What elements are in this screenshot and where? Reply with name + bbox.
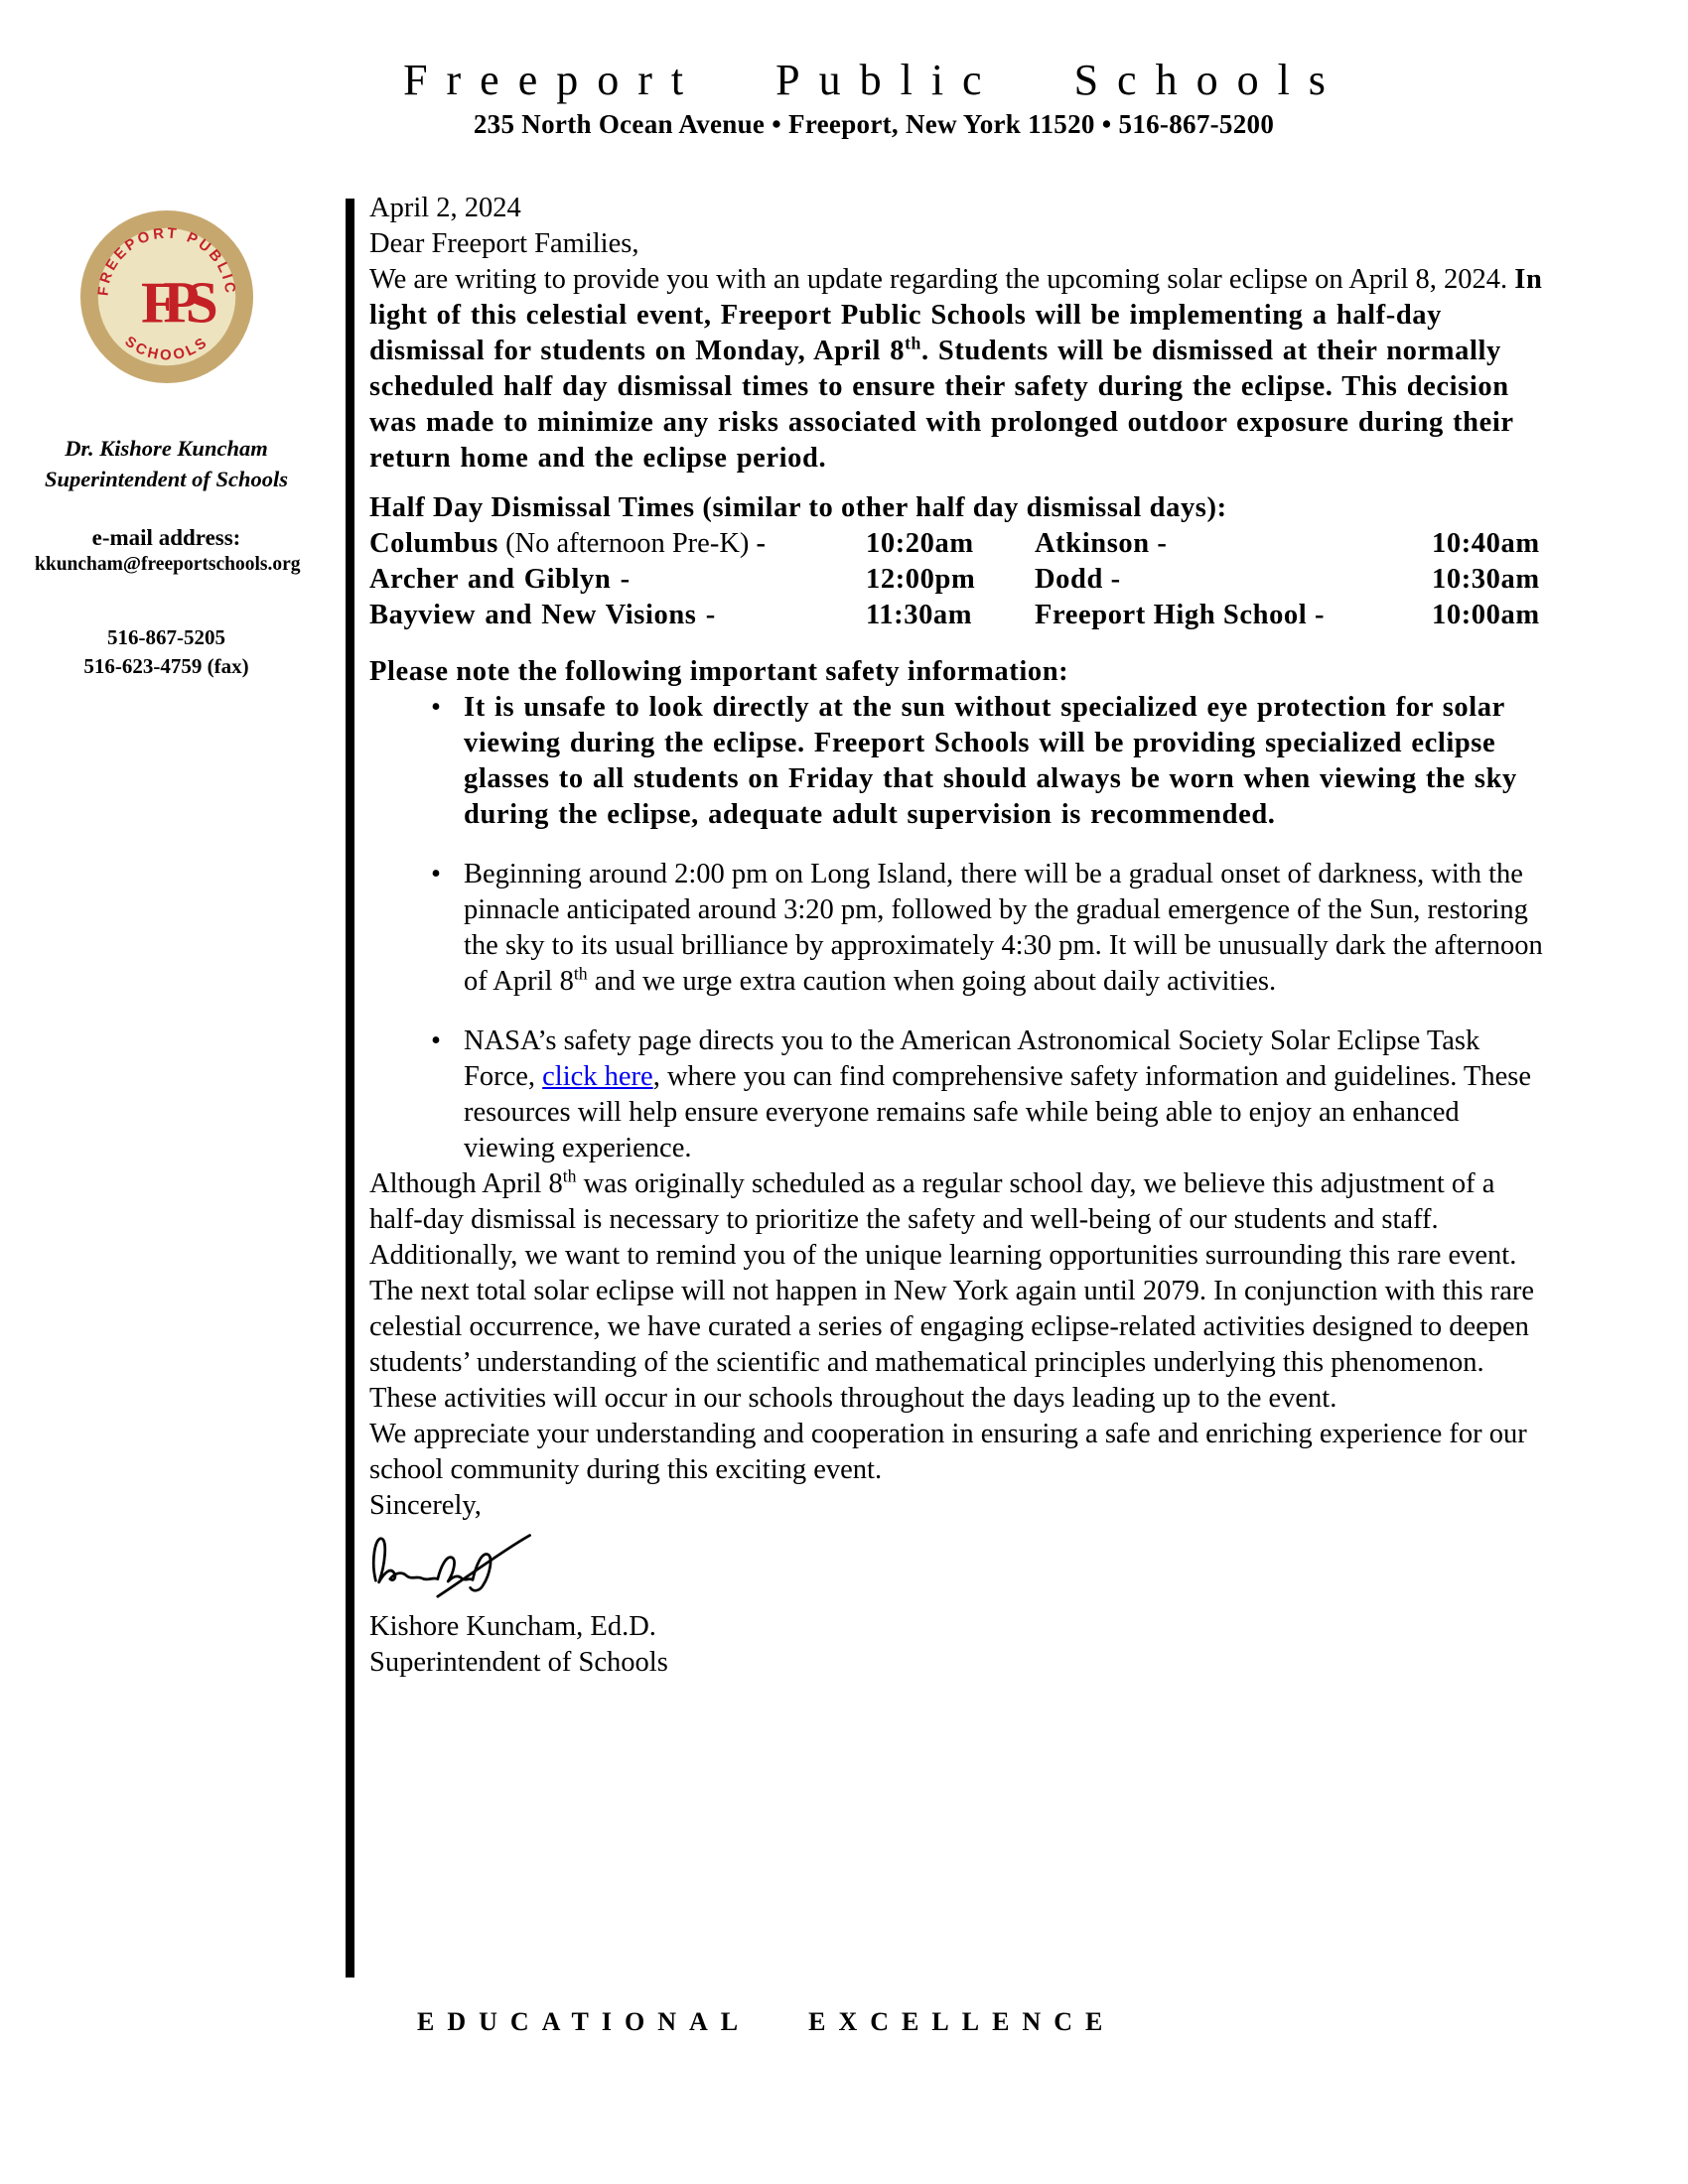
- paragraph-appreciation: We appreciate your understanding and cooperation in ensuring a safe and enriching experience for our school community during this exciting event.: [369, 1419, 1527, 1485]
- text-segment: Beginning around 2:00 pm on Long Island, there will be a gradual onset of darkness, with the pinnacle anticipated around 3:20 pm, followed by the gradual emergence of the Sun, restoring the sky to its usual brilliance by approximately 4:30 pm. It will be unusually dark the afternoon of April 8: [464, 859, 1543, 997]
- phone-number: 516-867-5205: [107, 625, 225, 649]
- salutation: Dear Freeport Families,: [369, 228, 639, 259]
- letter-date: April 2, 2024: [369, 193, 521, 223]
- text-segment: Archer and Giblyn -: [369, 564, 631, 595]
- dismissal-time-cell: 10:00am: [1432, 600, 1540, 630]
- safety-bullet-nasa: [369, 1024, 1549, 1166]
- signature-stroke: [373, 1539, 491, 1590]
- vertical-divider: [346, 199, 354, 1978]
- masthead: [60, 56, 1688, 140]
- text-segment: -: [756, 528, 767, 559]
- school-seal-logo: [78, 208, 255, 385]
- signature-flourish: [438, 1536, 530, 1597]
- text-segment: We are writing to provide you with an update regarding the upcoming solar eclipse on April 8, 2024.: [369, 264, 1515, 295]
- dismissal-time-cell: 12:00pm: [866, 564, 976, 595]
- school-name-cell: [369, 526, 866, 562]
- text-segment: (No afternoon Pre-K): [497, 528, 757, 559]
- seal-svg: [78, 208, 255, 385]
- bullet-text: [464, 692, 1517, 830]
- bullet-text: [464, 1025, 1531, 1163]
- dismissal-time-cell: 10:40am: [1432, 528, 1540, 559]
- text-segment: Bayview and New Visions -: [369, 600, 716, 630]
- text-segment: was originally scheduled as a regular school day, we believe this adjustment of a half-day dismissal is necessary to prioritize the safety and well-being of our students and staff. Additionally, we want to remind you of the unique learning opportunities surrounding this rare event. The next total solar eclipse will not happen in New York again until 2079. In conjunction with this rare celestial occurrence, we have curated a series of engaging eclipse-related activities designed to deepen students’ understanding of the scientific and mathematical principles underlying this phenomenon. These activities will occur in our schools throughout the days leading up to the event.: [369, 1168, 1535, 1414]
- signature-svg: [369, 1528, 536, 1603]
- dismissal-times-section: [369, 490, 1549, 633]
- signer-name: Kishore Kuncham, Ed.D.: [369, 1611, 656, 1642]
- seal-arc-bottom-text: SCHOOLS: [121, 334, 211, 364]
- seal-arc-top-text: FREEPORT PUBLIC: [94, 225, 238, 297]
- school-name-cell: Freeport High School -: [1035, 600, 1326, 630]
- safety-bullet-timeline: [369, 857, 1549, 1000]
- dismissal-time-cell: 10:30am: [1432, 564, 1540, 595]
- bullet-marker: •: [431, 1025, 441, 1056]
- district-title: Freeport Public Schools: [403, 56, 1344, 104]
- district-address: 235 North Ocean Avenue • Freeport, New York 11520 • 516-867-5200: [473, 109, 1275, 139]
- bullet-text: [464, 859, 1543, 997]
- superintendent-block: [35, 433, 298, 494]
- closing: Sincerely,: [369, 1490, 482, 1521]
- text-segment: and we urge extra caution when going about daily activities.: [587, 966, 1277, 997]
- letter-body: [369, 191, 1549, 1681]
- school-name-cell: [369, 562, 866, 598]
- bullet-marker: •: [431, 859, 441, 889]
- dismissal-heading: Half Day Dismissal Times (similar to other half day dismissal days):: [369, 492, 1227, 523]
- text-segment: It is unsafe to look directly at the sun without specialized eye protection for solar viewing during the eclipse. Freeport Schools will be providing specialized eclipse glasses to all students on Friday that should always be worn when viewing the sky during the eclipse, adequate adult supervision is recommended.: [464, 692, 1517, 830]
- email-block: [35, 524, 301, 578]
- text-segment: , where you can find comprehensive safety information and guidelines. These resources will help ensure everyone remains safe while being able to enjoy an enhanced viewing experience.: [464, 1061, 1531, 1163]
- footer-motto: EDUCATIONAL EXCELLENCE: [417, 2007, 1116, 2036]
- text-segment: Columbus: [369, 528, 498, 559]
- signer-title: Superintendent of Schools: [369, 1647, 668, 1678]
- paragraph-rationale: [369, 1166, 1549, 1417]
- sidebar: [35, 199, 301, 681]
- dismissal-table: [369, 526, 1549, 633]
- text-segment: NASA’s safety page directs you to the American Astronomical Society Solar Eclipse Task Force,: [464, 1025, 1480, 1092]
- email-address: kkuncham@freeportschools.org: [35, 554, 301, 575]
- text-segment: In light of this celestial event, Freeport Public Schools will be implementing a half-day dismissal for students on Monday, April 8: [369, 264, 1543, 366]
- text-segment: th: [573, 963, 588, 984]
- safety-heading: Please note the following important safety information:: [369, 656, 1069, 687]
- text-segment: . Students will be dismissed at their normally scheduled half day dismissal times to ensure their safety during the eclipse. This decision was made to minimize any risks associated with prolonged outdoor exposure during their return home and the eclipse period.: [369, 336, 1514, 474]
- click-here-link[interactable]: click here: [542, 1061, 653, 1092]
- dismissal-time-cell: 10:20am: [866, 528, 974, 559]
- fax-number: 516-623-4759 (fax): [83, 654, 249, 678]
- school-name-cell: Atkinson -: [1035, 528, 1168, 559]
- safety-bullet-list: [369, 690, 1549, 1166]
- safety-bullet-glasses: [369, 690, 1549, 833]
- dismissal-time-cell: 11:30am: [866, 600, 973, 630]
- paragraph-eclipse-announcement: [369, 262, 1549, 477]
- email-label: e-mail address:: [91, 525, 241, 550]
- text-segment: th: [905, 333, 921, 353]
- superintendent-name: Dr. Kishore Kuncham: [65, 436, 268, 461]
- bullet-marker: •: [431, 692, 441, 723]
- seal-monogram: FPS: [140, 269, 205, 336]
- phone-block: [35, 623, 298, 681]
- school-name-cell: [369, 598, 866, 633]
- signature-image: [369, 1528, 1549, 1609]
- text-segment: th: [562, 1165, 577, 1186]
- school-name-cell: Dodd -: [1035, 564, 1121, 595]
- superintendent-title: Superintendent of Schools: [44, 467, 289, 491]
- text-segment: Although April 8: [369, 1168, 563, 1199]
